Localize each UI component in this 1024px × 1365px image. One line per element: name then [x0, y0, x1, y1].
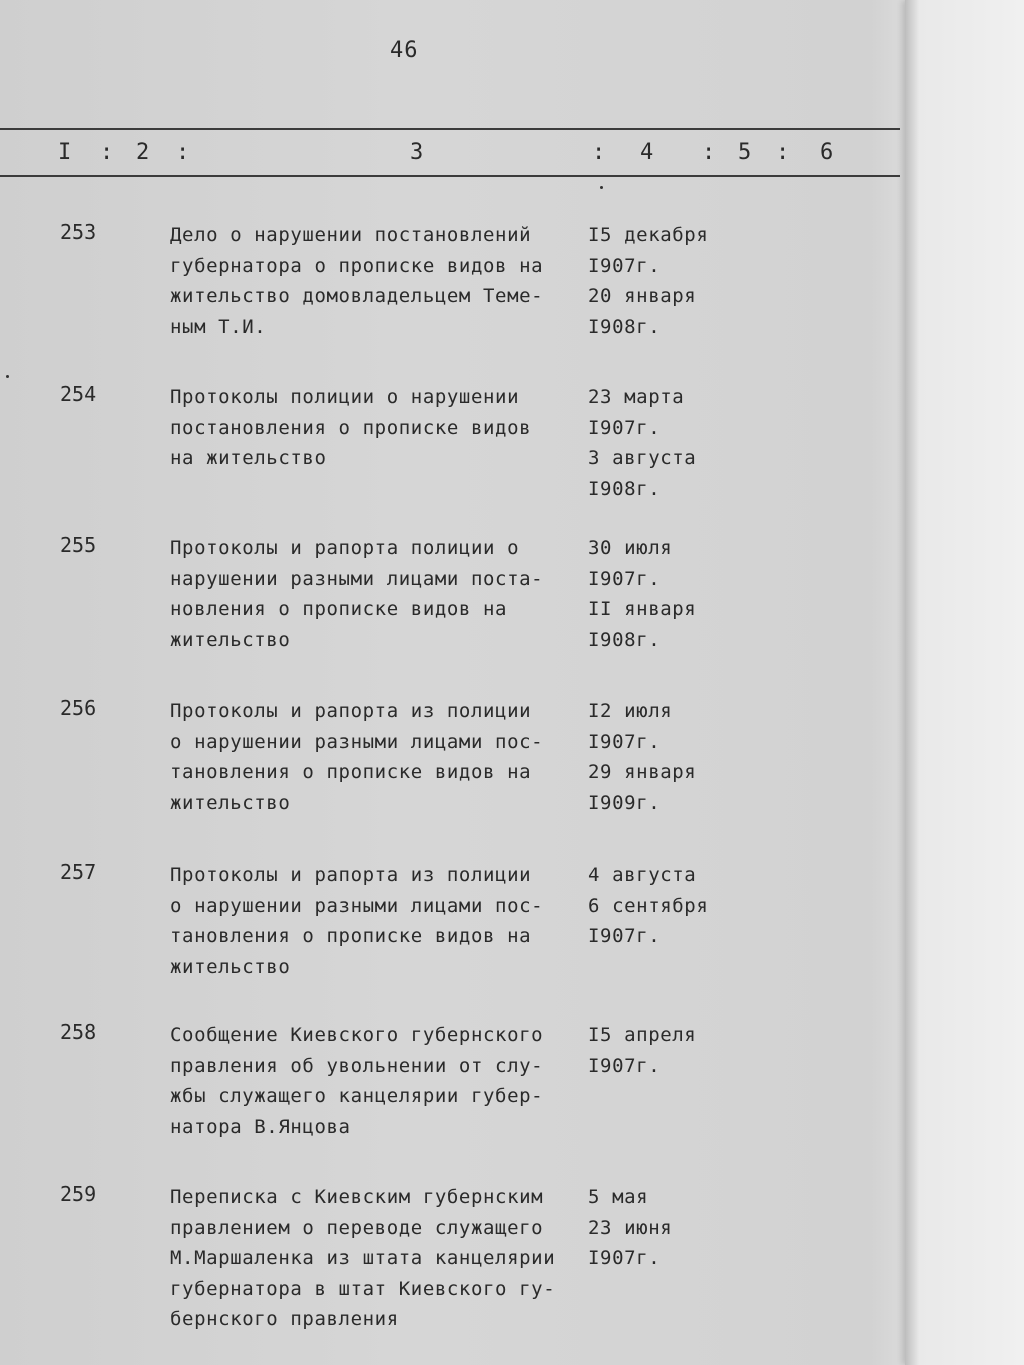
- entry-title-line: правления об увольнении от слу-: [170, 1054, 544, 1077]
- entry-title-line: губернатора о прописке видов на: [170, 254, 544, 277]
- entry-date-line: 5 мая: [588, 1186, 649, 1208]
- entry-title-line: на жительство: [170, 447, 327, 469]
- entry-title-line: тановления о прописке видов на: [170, 761, 532, 783]
- header-col-4: 4: [640, 140, 654, 165]
- entry-date-line: I2 июля: [588, 700, 673, 722]
- entry-number: 259: [60, 1182, 97, 1206]
- entry-number: 253: [60, 220, 97, 244]
- entry-title-line: жительство домовладельцем Теме-: [170, 285, 544, 307]
- entry-title-line: жительство: [170, 955, 291, 978]
- entry-number: 258: [60, 1020, 97, 1044]
- entry-date-line: I908г.: [588, 315, 661, 338]
- header-separator: :: [100, 140, 114, 165]
- entry-title-line: тановления о прописке видов на: [170, 925, 532, 947]
- header-col-6: 6: [820, 140, 834, 165]
- entry-date-line: 30 июля: [588, 537, 673, 559]
- entry-title: [170, 1020, 590, 1142]
- entry-title-line: жительство: [170, 628, 291, 651]
- entry-dates: [588, 382, 768, 504]
- entry-date-line: 20 января: [588, 285, 697, 307]
- entry-date-line: 23 марта: [588, 386, 685, 408]
- entry-title-line: правлением о переводе служащего: [170, 1216, 544, 1239]
- entry-number: 254: [60, 382, 97, 406]
- entry-date-line: I907г.: [588, 925, 661, 947]
- entry-title: [170, 860, 590, 982]
- entry-date-line: 4 августа: [588, 864, 697, 886]
- entry-date-line: II января: [588, 598, 697, 620]
- entry-title-line: бернского правления: [170, 1308, 399, 1330]
- entry-date-line: I907г.: [588, 730, 661, 753]
- entry-title: [170, 533, 590, 655]
- entry-title-line: о нарушении разными лицами пос-: [170, 730, 544, 753]
- header-separator: :: [702, 140, 716, 165]
- entry-title-line: жбы служащего канцелярии губер-: [170, 1085, 544, 1107]
- entry-date-line: I907г.: [588, 567, 661, 590]
- entry-title-line: Протоколы и рапорта из полиции: [170, 864, 532, 886]
- entry-date-line: 6 сентября: [588, 894, 709, 917]
- entry-number: 255: [60, 533, 97, 557]
- header-col-2: 2: [136, 140, 150, 165]
- entry-date-line: I909г.: [588, 791, 661, 814]
- header-col-3: 3: [410, 140, 424, 165]
- header-col-1: I: [58, 140, 72, 165]
- entry-title: [170, 1182, 590, 1335]
- ink-speck: [6, 375, 9, 378]
- entry-dates: [588, 696, 768, 818]
- entry-number: 256: [60, 696, 97, 720]
- entry-dates: [588, 220, 768, 342]
- page-edge: [905, 0, 1024, 1365]
- entry-title: [170, 696, 590, 818]
- header-separator: :: [776, 140, 790, 165]
- entry-dates: [588, 1182, 768, 1274]
- entry-number: 257: [60, 860, 97, 884]
- entry-title-line: натора В.Янцова: [170, 1115, 351, 1138]
- header-separator: :: [592, 140, 606, 165]
- entry-date-line: I908г.: [588, 628, 661, 651]
- header-col-5: 5: [738, 140, 752, 165]
- entry-title-line: о нарушении разными лицами пос-: [170, 894, 544, 917]
- entry-date-line: I907г.: [588, 1054, 661, 1077]
- entry-title-line: ным Т.И.: [170, 315, 267, 338]
- entry-title-line: постановления о прописке видов: [170, 416, 532, 439]
- entry-dates: [588, 533, 768, 655]
- entry-title-line: новления о прописке видов на: [170, 598, 508, 620]
- entry-title-line: нарушении разными лицами поста-: [170, 567, 544, 590]
- entry-title-line: Переписка с Киевским губернским: [170, 1186, 544, 1208]
- header-separator: :: [176, 140, 190, 165]
- entry-date-line: 3 августа: [588, 447, 697, 469]
- entry-title-line: Протоколы полиции о нарушении: [170, 386, 520, 408]
- entry-title-line: Протоколы и рапорта полиции о: [170, 537, 520, 559]
- entry-dates: [588, 860, 768, 952]
- entry-date-line: I908г.: [588, 477, 661, 500]
- entry-date-line: 29 января: [588, 761, 697, 783]
- entry-date-line: I907г.: [588, 416, 661, 439]
- header-bottom-rule: [0, 175, 900, 177]
- entry-dates: [588, 1020, 768, 1081]
- entry-title-line: Протоколы и рапорта из полиции: [170, 700, 532, 722]
- page-number: 46: [390, 38, 419, 63]
- entry-title-line: Дело о нарушении постановлений: [170, 224, 532, 246]
- entry-date-line: I907г.: [588, 254, 661, 277]
- header-top-rule: [0, 128, 900, 130]
- entry-title-line: губернатора в штат Киевского гу-: [170, 1277, 556, 1300]
- entry-title-line: жительство: [170, 791, 291, 814]
- entry-date-line: I5 апреля: [588, 1024, 697, 1046]
- entry-title: [170, 382, 590, 474]
- entry-title: [170, 220, 590, 342]
- ink-speck: [600, 186, 603, 189]
- entry-title-line: Сообщение Киевского губернского: [170, 1024, 544, 1046]
- entry-title-line: М.Маршаленка из штата канцелярии: [170, 1247, 556, 1269]
- entry-date-line: I5 декабря: [588, 224, 709, 246]
- entry-date-line: 23 июня: [588, 1216, 673, 1239]
- entry-date-line: I907г.: [588, 1247, 661, 1269]
